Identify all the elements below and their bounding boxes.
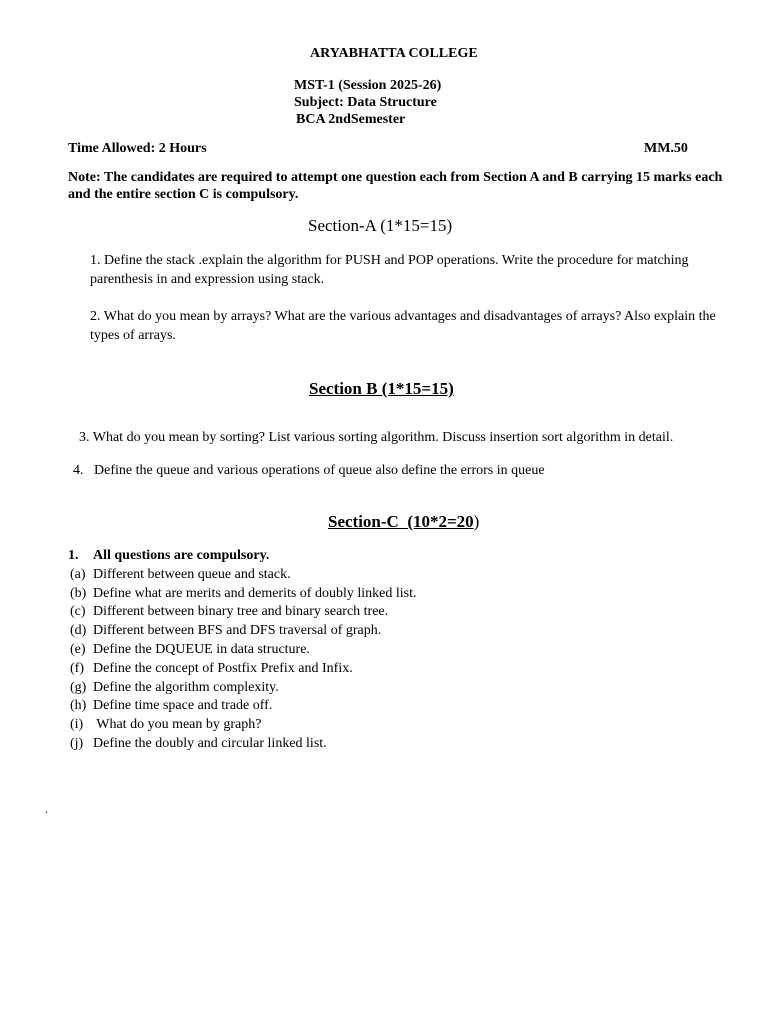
section-c-question-text: All questions are compulsory. <box>93 548 270 563</box>
question-3: 3. What do you mean by sorting? List various sorting algorithm. Discuss insertion sort algorithm in detail. <box>79 430 674 445</box>
list-item-text: Different between queue and stack. <box>93 566 291 582</box>
list-item-text: Define time space and trade off. <box>93 698 273 714</box>
list-item-label: (h) <box>70 698 87 714</box>
instructions-note: Note: The candidates are required to attempt one question each from Section A and B carrying 15 marks each and the entire section C is compulsory. <box>68 170 723 202</box>
list-item-label: (j) <box>70 735 84 751</box>
subject-line: Subject: Data Structure <box>294 95 437 110</box>
list-item-label: (f) <box>70 660 84 676</box>
question-4: 4. Define the queue and various operations of queue also define the errors in queue <box>73 463 545 478</box>
section-b-title: Section B (1*15=15) <box>309 379 454 398</box>
exam-title: MST-1 (Session 2025-26) <box>294 78 442 93</box>
college-name: ARYABHATTA COLLEGE <box>310 46 478 61</box>
list-item-text: Define the doubly and circular linked list. <box>93 735 327 751</box>
list-item-text: What do you mean by graph? <box>93 717 262 733</box>
list-item-label: (i) <box>70 717 84 733</box>
list-item-text: Different between binary tree and binary search tree. <box>93 604 389 620</box>
list-item-label: (b) <box>70 585 87 601</box>
list-item-label: (e) <box>70 641 86 657</box>
section-c-title-paren: ) <box>473 512 480 531</box>
list-item-text: Define the concept of Postfix Prefix and Infix. <box>93 660 353 676</box>
list-item-text: Different between BFS and DFS traversal of graph. <box>93 623 382 639</box>
list-item-label: (c) <box>70 604 86 620</box>
list-item-label: (g) <box>70 679 87 695</box>
time-allowed: Time Allowed: 2 Hours <box>68 141 207 156</box>
semester-line: BCA 2ndSemester <box>296 112 406 127</box>
list-item-label: (a) <box>70 566 86 582</box>
footer-dot: . <box>45 802 48 816</box>
question-1: 1. Define the stack .explain the algorithm for PUSH and POP operations. Write the procedure for matching parenthesis in and expression using stack. <box>90 253 689 287</box>
section-c-question-number: 1. <box>68 548 79 563</box>
section-a-title: Section-A (1*15=15) <box>308 216 453 235</box>
question-2: 2. What do you mean by arrays? What are the various advantages and disadvantages of arrays? Also explain the types of arrays. <box>90 309 716 343</box>
max-marks: MM.50 <box>644 141 688 156</box>
list-item-text: Define the algorithm complexity. <box>93 679 279 695</box>
section-c-title <box>328 512 479 532</box>
list-item-text: Define what are merits and demerits of doubly linked list. <box>93 585 417 601</box>
list-item-text: Define the DQUEUE in data structure. <box>93 641 310 657</box>
list-item-label: (d) <box>70 623 87 639</box>
section-c-title-main: Section-C (10*2=20 <box>328 512 474 531</box>
